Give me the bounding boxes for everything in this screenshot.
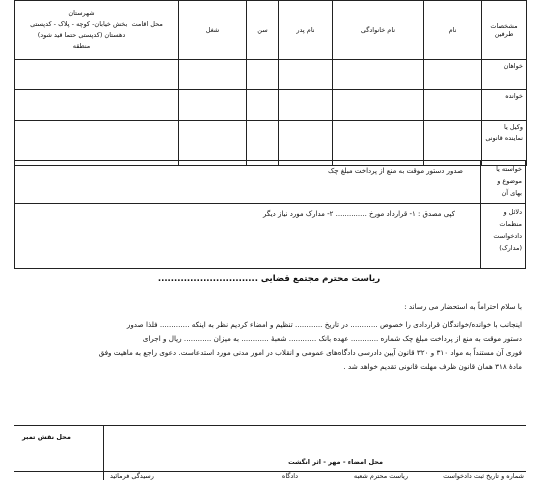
address-line-4: منطقه	[72, 42, 91, 50]
cell[interactable]	[333, 121, 424, 166]
claim-label: خواسته یا موضوع و بهای آن	[480, 161, 525, 203]
letter-line-4: مادۀ ۳۱۸ همان قانون ظرف مهلت قانونی تقدیم خواهد شد .	[343, 362, 522, 371]
bottom-cell-branch: ریاست محترم شعبه	[353, 472, 408, 480]
header-name: نام	[424, 1, 482, 60]
header-residence	[15, 1, 179, 60]
cell[interactable]	[424, 90, 482, 121]
cell[interactable]	[247, 60, 279, 90]
header-family: نام خانوادگی	[333, 1, 424, 60]
letter-line-1: اینجانب با خوانده/خواندگان قراردادی را خصوص ............ در تاریخ ............ تنظیم و امضاء کردیم نظر به اینکه ............. فلذا صدور	[126, 320, 522, 329]
evidence-box	[14, 203, 526, 269]
residence-label: محل اقامت	[131, 20, 163, 28]
cell[interactable]	[179, 60, 247, 90]
cell[interactable]	[15, 90, 179, 121]
parties-table	[14, 0, 527, 166]
cell[interactable]	[333, 90, 424, 121]
claim-box	[14, 160, 526, 204]
evidence-value[interactable]: کپی مصدق : ۱- قرارداد مورخ .............. ۲- مدارک مورد نیاز دیگر	[262, 210, 455, 218]
cell[interactable]	[424, 121, 482, 166]
letter-title: ریاست محترم مجتمع قضایی ...............................	[157, 274, 381, 284]
stamp-label: محل نقش تمبر	[22, 433, 71, 441]
signature-label: محل امضاء - مهر - اثر انگشت	[288, 458, 383, 466]
header-age: سن	[247, 1, 279, 60]
cell[interactable]	[247, 90, 279, 121]
cell[interactable]	[333, 60, 424, 90]
cell[interactable]	[179, 121, 247, 166]
bottom-cell-court: دادگاه	[281, 472, 298, 480]
claim-value[interactable]: صدور دستور موقت به منع از پرداخت مبلغ چک	[327, 167, 463, 175]
bottom-cell-registration: شماره و تاریخ ثبت دادخواست	[443, 472, 524, 480]
row-label-attorney: وکیل یا نماینده قانونی	[482, 121, 527, 166]
header-father: نام پدر	[279, 1, 333, 60]
cell[interactable]	[279, 90, 333, 121]
evidence-label: دلائل و منظمات دادخواست (مدارک)	[480, 204, 525, 268]
header-job: شغل	[179, 1, 247, 60]
cell[interactable]	[247, 121, 279, 166]
cell[interactable]	[424, 60, 482, 90]
row-label-defendant: خوانده	[482, 90, 527, 121]
cell[interactable]	[279, 60, 333, 90]
cell[interactable]	[15, 60, 179, 90]
bottom-cell-review: رسیدگی فرمائید	[110, 472, 154, 480]
address-line-3: دهستان (کدپستی حتما قید شود)	[37, 31, 126, 39]
cell[interactable]	[279, 121, 333, 166]
letter-greeting: با سلام احتراماً به استحضار می رساند :	[404, 302, 522, 311]
address-line-1: شهرستان	[68, 9, 95, 17]
row-label-plaintiff: خواهان	[482, 60, 527, 90]
cell[interactable]	[15, 121, 179, 166]
address-line-2: محل اقامت بخش خیابان- کوچه - پلاک - کدپستی	[30, 20, 163, 28]
cell[interactable]	[179, 90, 247, 121]
letter-line-2: دستور موقت به منع از پرداخت مبلغ چک شماره ............ عهده بانک ............ شعبۀ ............ به میزان ............ ریال و اجرای	[142, 334, 522, 343]
header-specs: مشخصات طرفین	[482, 1, 527, 60]
letter-line-3: فوری آن مستنداً به مواد ۳۱۰ و ۳۲۰ قانون آیین دادرسی دادگاه‌های عمومی و انقلاب در امور مدنی مورد استدعاست. دعوی راجع به ماهیت وفق	[98, 348, 522, 357]
footer-top-divider	[14, 425, 526, 426]
